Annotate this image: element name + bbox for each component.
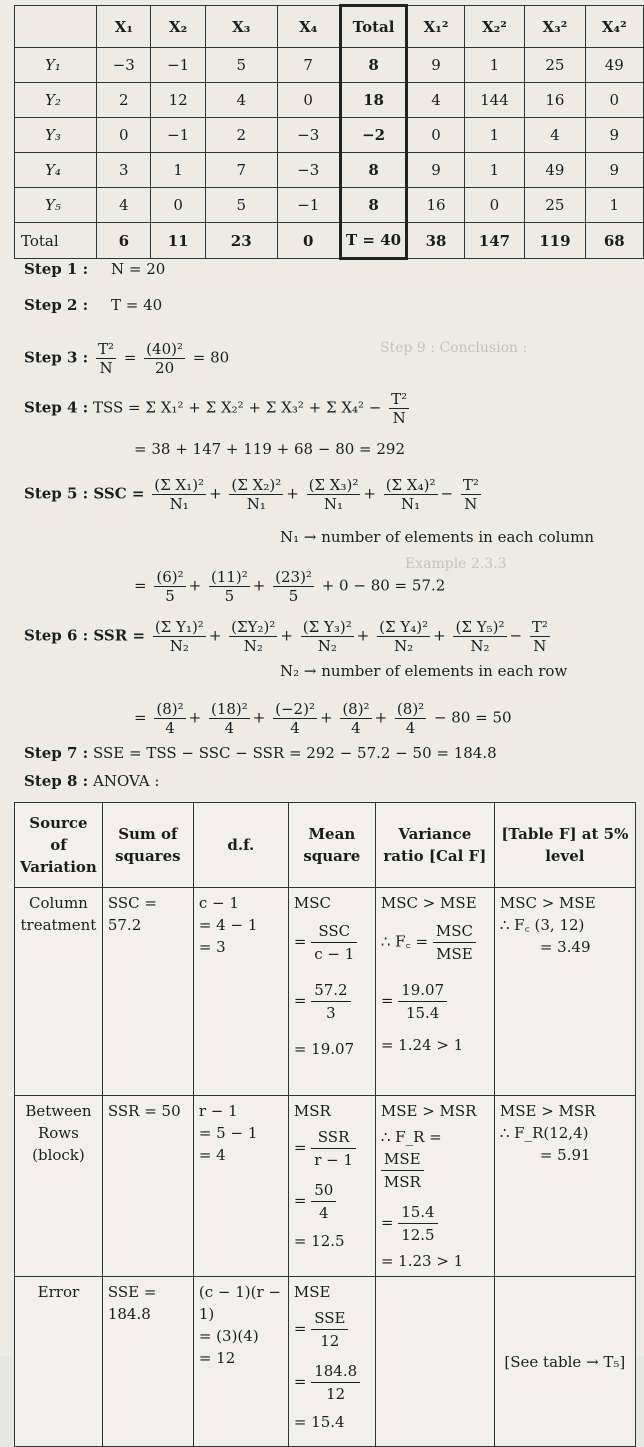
fraction: $\frac{50}{4}$: [311, 1179, 336, 1224]
col-header-x4: X₄: [277, 6, 340, 48]
fraction: $\frac{\text{(Σ X₄)²}}{\text{N₁}}$: [385, 476, 436, 513]
fraction: $\frac{\text{(23)²}}{5}$: [275, 568, 312, 605]
step-4-line-2: = 38 + 147 + 119 + 68 − 80 = 292: [134, 440, 406, 458]
fraction: $\frac{15.4}{12.5}$: [398, 1201, 437, 1246]
fraction: $\frac{\text{(ΣY₂)²}}{\text{N₂}}$: [231, 618, 276, 655]
step-6-calc: = $\frac{\text{(8)²}}{4}$ + $\frac{\text{(18)²}}{4}$ + $\frac{\text{(−2)²}}{4}$ + $\frac{\text{(8)²}}{4}$ + $\frac{\text{(8)²}}{4}$ − 80 = 50: [134, 700, 512, 737]
anova-header-ms: Mean square: [288, 803, 375, 888]
anova-header-vr: Variance ratio [Cal F]: [375, 803, 494, 888]
anova-table: [14, 802, 636, 1447]
fraction: $\frac{\text{T²}}{N}$: [98, 340, 115, 377]
step-3: Step 3 : $\frac{\text{T²}}{N}$ = $\frac{\text{(40)²}}{20}$ = 80: [24, 340, 230, 377]
fraction: $\frac{\text{SSE}}{12}$: [311, 1307, 348, 1352]
fraction: $\frac{\text{(Σ Y₁)²}}{\text{N₂}}$: [154, 618, 204, 655]
step-1: Step 1 : N = 20: [24, 260, 166, 278]
col-header-x1: X₁: [97, 6, 151, 48]
col-header-x3: X₃: [205, 6, 277, 48]
col-header-x3sq: X₃²: [525, 6, 585, 48]
col-header-x2sq: X₂²: [464, 6, 524, 48]
fraction: $\frac{\text{T²}}{N}$: [462, 476, 479, 513]
fraction: $\frac{\text{(Σ X₃)²}}{\text{N₁}}$: [308, 476, 359, 513]
anova-header-source: Source of Variation: [15, 803, 103, 888]
step-6-note: N₂ → number of elements in each row: [280, 662, 568, 680]
anova-header-df: d.f.: [193, 803, 288, 888]
table-total-row: Total 6 11 23 0 T = 40 38 147 119 68: [15, 223, 644, 259]
step-2: Step 2 : T = 40: [24, 296, 163, 314]
observation-table: [14, 4, 644, 260]
col-header-x2: X₂: [151, 6, 205, 48]
col-header-x4sq: X₄²: [585, 6, 643, 48]
fraction: $\frac{\text{(−2)²}}{4}$: [275, 700, 315, 737]
fraction: $\frac{\text{(Σ X₂)²}}{\text{N₁}}$: [231, 476, 282, 513]
col-header-x1sq: X₁²: [407, 6, 464, 48]
step-5-note: N₁ → number of elements in each column: [280, 528, 595, 546]
step-7: Step 7 : SSE = TSS − SSC − SSR = 292 − 57.2 − 50 = 184.8: [24, 744, 497, 762]
fraction: $\frac{\text{(Σ Y₄)²}}{\text{N₂}}$: [379, 618, 429, 655]
step-8: Step 8 : ANOVA :: [24, 772, 160, 790]
anova-row-rows: Between Rows (block) SSR = 50 r − 1 = 5 − 1 = 4 MSR = $\frac{\text{SSR}}{r - 1}$ = $\frac{50}{4}$ = 12.5 MSE > MSR ∴ F_R = $\frac{\text{MSE}}{\text{MSR}}$ = $\frac{15.4}{12.5}$ = 1.23 > 1 MSE > MSR ∴ F_R(12,4) = 5.91: [15, 1096, 636, 1277]
table-header-row: [15, 6, 644, 48]
step-4: Step 4 : TSS = Σ X₁² + Σ X₂² + Σ X₃² + Σ X₄² − $\frac{\text{T²}}{N}$: [24, 390, 408, 427]
fraction: $\frac{\text{(18)²}}{4}$: [210, 700, 248, 737]
anova-header-tablef: [Table F] at 5% level: [494, 803, 635, 888]
fraction: $\frac{\text{SSC}}{c - 1}$: [311, 920, 357, 965]
fraction: $\frac{\text{MSC}}{\text{MSE}}$: [433, 920, 476, 965]
anova-row-column: Column treatment SSC = 57.2 c − 1 = 4 − 1 = 3 MSC = $\frac{\text{SSC}}{c - 1}$ = $\frac{57.2}{3}$ = 19.07 MSC > MSE ∴ F꜀ = $\frac{\text{MSC}}{\text{MSE}}$ = $\frac{19.07}{15.4}$ = 1.24 > 1 MSC > MSE ∴ F꜀ (3, 12) = 3.49: [15, 888, 636, 1096]
fraction: $\frac{\text{(Σ Y₃)²}}{\text{N₂}}$: [302, 618, 352, 655]
fraction: $\frac{\text{(6)²}}{5}$: [156, 568, 184, 605]
fraction: $\frac{\text{(8)²}}{4}$: [156, 700, 184, 737]
anova-row-error: Error SSE = 184.8 (c − 1)(r − 1) = (3)(4) = 12 MSE = $\frac{\text{SSE}}{12}$ = $\frac{184.8}{12}$ = 15.4 [See table → T₅]: [15, 1277, 636, 1447]
fraction: $\frac{19.07}{15.4}$: [398, 979, 447, 1024]
fraction: $\frac{\text{(Σ Y₅)²}}{\text{N₂}}$: [455, 618, 505, 655]
step-6: Step 6 : SSR = $\frac{\text{(Σ Y₁)²}}{\text{N₂}}$ + $\frac{\text{(ΣY₂)²}}{\text{N₂}}$ + $\frac{\text{(Σ Y₃)²}}{\text{N₂}}$ + $\frac{\text{(Σ Y₄)²}}{\text{N₂}}$ + $\frac{\text{(Σ Y₅)²}}{\text{N₂}}$ − $\frac{\text{T²}}{N}$: [24, 618, 548, 655]
bleed-through-example: Example 2.3.3: [405, 556, 507, 572]
fraction: $\frac{\text{SSR}}{r - 1}$: [311, 1126, 356, 1171]
fraction: $\frac{\text{(8)²}}{4}$: [396, 700, 425, 737]
fraction: $\frac{\text{T²}}{N}$: [391, 390, 408, 427]
fraction: $\frac{\text{MSE}}{\text{MSR}}$: [381, 1148, 424, 1193]
table-row: Y₄ 3 1 7 −3 8 9 1 49 9: [15, 153, 644, 188]
fraction: $\frac{57.2}{3}$: [311, 979, 350, 1024]
table-row: Y₁ −3 −1 5 7 8 9 1 25 49: [15, 48, 644, 83]
fraction: $\frac{\text{(40)²}}{20}$: [146, 340, 183, 377]
fraction: $\frac{\text{(8)²}}{4}$: [342, 700, 370, 737]
anova-header-row: [15, 803, 636, 888]
step-5-calc: = $\frac{\text{(6)²}}{5}$ + $\frac{\text{(11)²}}{5}$ + $\frac{\text{(23)²}}{5}$ + 0 − 80 = 57.2: [134, 568, 446, 605]
fraction: $\frac{\text{(Σ X₁)²}}{\text{N₁}}$: [154, 476, 205, 513]
col-header-total: Total: [340, 6, 407, 48]
table-row: Y₅ 4 0 5 −1 8 16 0 25 1: [15, 188, 644, 223]
anova-header-ss: Sum of squares: [102, 803, 193, 888]
table-row: Y₂ 2 12 4 0 18 4 144 16 0: [15, 83, 644, 118]
step-5: Step 5 : SSC = $\frac{\text{(Σ X₁)²}}{\text{N₁}}$ + $\frac{\text{(Σ X₂)²}}{\text{N₁}}$ + $\frac{\text{(Σ X₃)²}}{\text{N₁}}$ + $\frac{\text{(Σ X₄)²}}{\text{N₁}}$ − $\frac{\text{T²}}{N}$: [24, 476, 479, 513]
fraction: $\frac{\text{T²}}{N}$: [531, 618, 548, 655]
bleed-through-conclusion: Step 9 : Conclusion :: [380, 340, 528, 356]
table-row: Y₃ 0 −1 2 −3 −2 0 1 4 9: [15, 118, 644, 153]
fraction: $\frac{\text{(11)²}}{5}$: [210, 568, 248, 605]
fraction: $\frac{184.8}{12}$: [311, 1360, 360, 1405]
